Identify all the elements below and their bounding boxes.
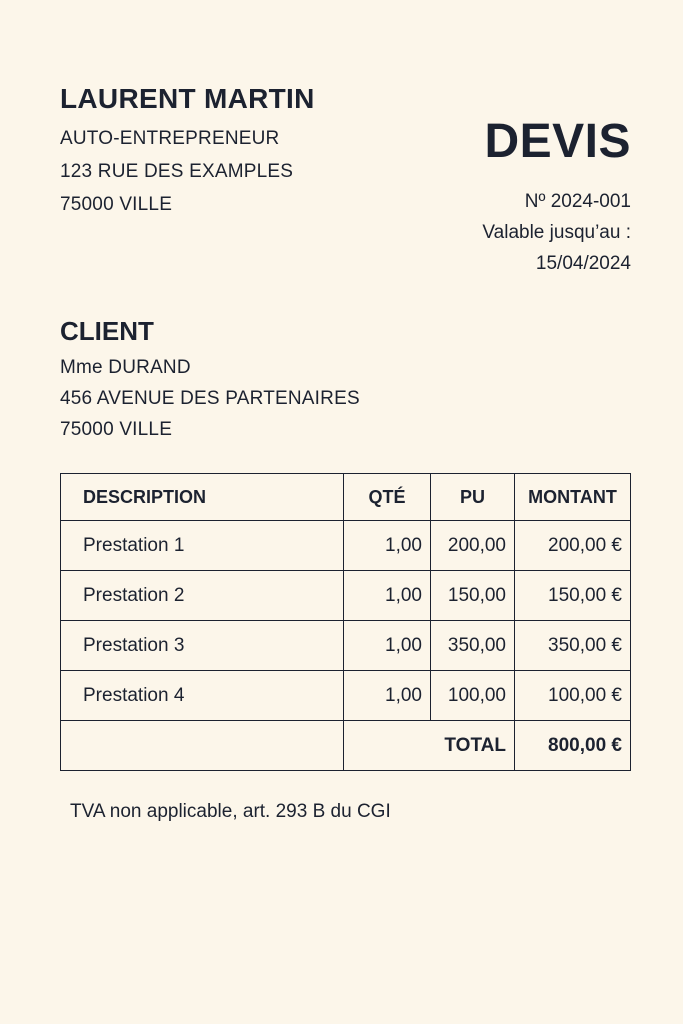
header-qty: QTÉ (344, 474, 431, 521)
vat-note: TVA non applicable, art. 293 B du CGI (70, 801, 391, 822)
client-address-line2: 75000 VILLE (60, 419, 173, 440)
items-table (60, 473, 631, 771)
table-row (61, 571, 631, 621)
total-label: TOTAL (344, 721, 515, 771)
sender-block (60, 82, 315, 221)
header-unit-price: PU (431, 474, 515, 521)
row-qty: 1,00 (344, 621, 431, 671)
sender-status: AUTO-ENTREPRENEUR (60, 128, 280, 149)
total-value: 800,00 € (515, 721, 631, 771)
row-unit-price: 200,00 (431, 521, 515, 571)
row-amount: 100,00 € (515, 671, 631, 721)
row-qty: 1,00 (344, 671, 431, 721)
table-row (61, 621, 631, 671)
row-description: Prestation 2 (61, 571, 344, 621)
row-qty: 1,00 (344, 521, 431, 571)
client-block (60, 314, 360, 445)
row-unit-price: 350,00 (431, 621, 515, 671)
row-unit-price: 100,00 (431, 671, 515, 721)
validity-date: 15/04/2024 (535, 253, 631, 274)
total-row (61, 721, 631, 771)
total-empty-cell (61, 721, 344, 771)
row-description: Prestation 1 (61, 521, 344, 571)
client-address-line1: 456 AVENUE DES PARTENAIRES (60, 388, 360, 409)
client-heading: CLIENT (60, 316, 154, 346)
table-row (61, 671, 631, 721)
header-amount: MONTANT (515, 474, 631, 521)
client-name: Mme DURAND (60, 357, 191, 378)
document-title: DEVIS (484, 115, 631, 168)
row-amount: 150,00 € (515, 571, 631, 621)
table-row (61, 521, 631, 571)
table-header-row (61, 474, 631, 521)
row-amount: 200,00 € (515, 521, 631, 571)
row-unit-price: 150,00 (431, 571, 515, 621)
row-description: Prestation 3 (61, 621, 344, 671)
sender-name: LAURENT MARTIN (60, 83, 315, 114)
row-description: Prestation 4 (61, 671, 344, 721)
document-number: Nº 2024-001 (524, 191, 631, 212)
row-amount: 350,00 € (515, 621, 631, 671)
validity-label: Valable jusqu’au : (482, 222, 631, 243)
sender-address-line2: 75000 VILLE (60, 194, 173, 215)
row-qty: 1,00 (344, 571, 431, 621)
document-header (482, 112, 631, 279)
header-description: DESCRIPTION (61, 474, 344, 521)
sender-address-line1: 123 RUE DES EXAMPLES (60, 161, 294, 182)
